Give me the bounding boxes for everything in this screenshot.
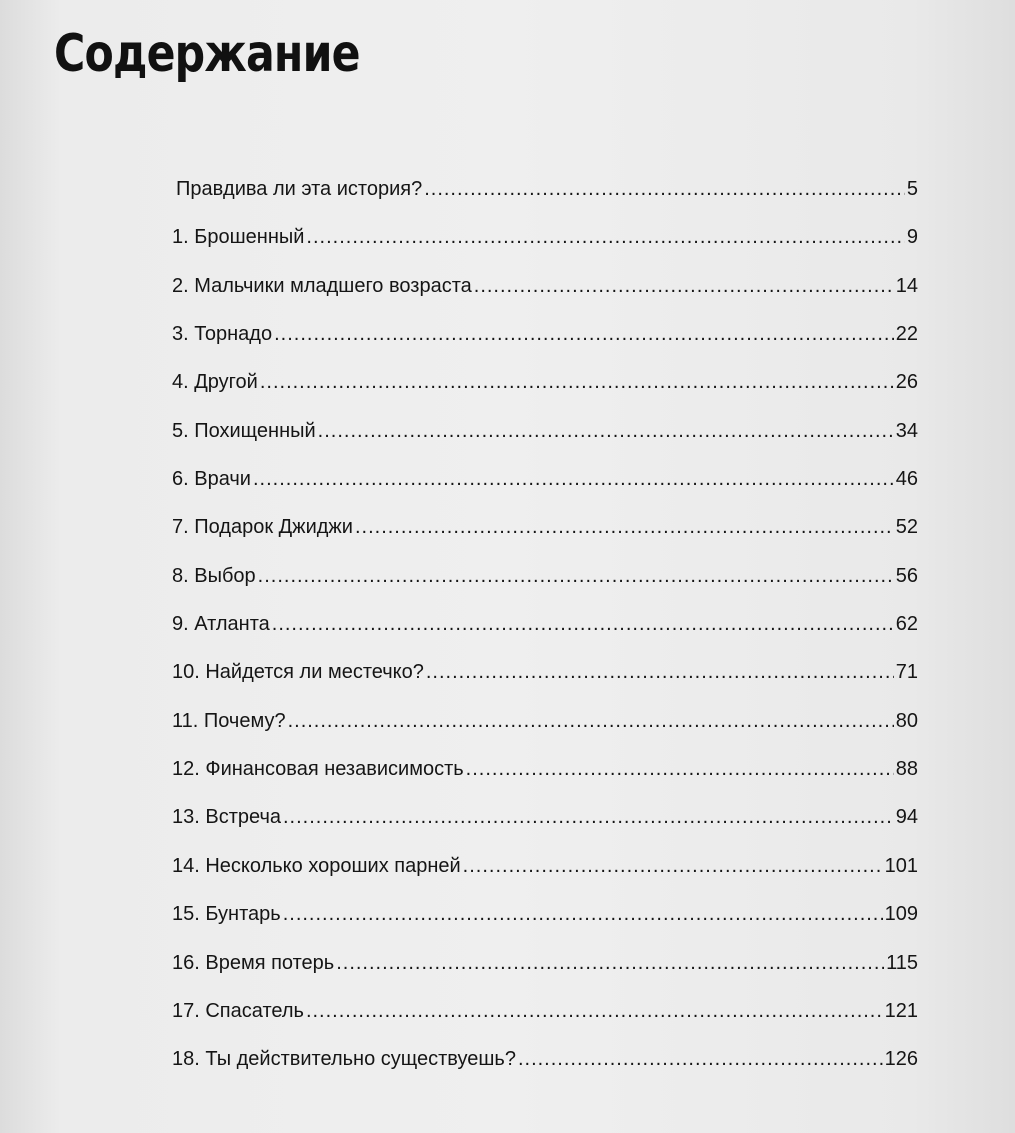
toc-entry-page: 109 bbox=[884, 903, 918, 926]
toc-entry-title: 8. Выбор bbox=[172, 564, 256, 587]
toc-entry-page: 9 bbox=[906, 226, 918, 249]
toc-entry-title: 9. Атланта bbox=[172, 613, 270, 636]
dot-leader bbox=[258, 561, 894, 591]
toc-entry-page: 14 bbox=[895, 274, 918, 297]
toc-entry-title: 17. Спасатель bbox=[172, 999, 304, 1022]
dot-leader bbox=[274, 319, 894, 349]
toc-entry-page: 101 bbox=[884, 854, 918, 877]
toc-entry bbox=[172, 754, 918, 802]
dot-leader bbox=[474, 271, 894, 301]
toc-entry-page: 5 bbox=[906, 178, 918, 200]
dot-leader bbox=[260, 367, 894, 397]
toc-entry-page: 52 bbox=[895, 516, 918, 539]
toc-entry-title: 1. Брошенный bbox=[172, 226, 305, 249]
dot-leader bbox=[426, 657, 894, 687]
toc-entry-page: 88 bbox=[895, 758, 918, 781]
toc-entry-title: 5. Похищенный bbox=[172, 419, 316, 442]
toc-entry-title: 12. Финансовая независимость bbox=[172, 758, 464, 781]
dot-leader bbox=[306, 996, 883, 1026]
dot-leader bbox=[253, 464, 894, 494]
dot-leader bbox=[355, 512, 894, 542]
dot-leader bbox=[283, 802, 894, 832]
toc-entry-page: 126 bbox=[884, 1048, 918, 1071]
toc-entry-title: 11. Почему? bbox=[172, 709, 286, 732]
dot-leader bbox=[306, 222, 904, 252]
toc-entry bbox=[172, 996, 918, 1044]
toc-entry-title: Правдива ли эта история? bbox=[176, 178, 423, 200]
dot-leader bbox=[283, 899, 883, 929]
toc-entry bbox=[172, 609, 918, 657]
toc-entry-title: 15. Бунтарь bbox=[172, 903, 281, 926]
toc-entry-page: 71 bbox=[895, 661, 918, 684]
toc-entry bbox=[172, 802, 918, 850]
toc-entry-title: 6. Врачи bbox=[172, 468, 251, 491]
page-title: Содержание bbox=[54, 24, 360, 84]
toc-entry bbox=[172, 706, 918, 754]
toc-entry-page: 94 bbox=[895, 806, 918, 829]
toc-entry bbox=[172, 271, 918, 319]
toc-entry bbox=[176, 174, 918, 222]
toc-entry bbox=[172, 1044, 918, 1092]
toc-entry bbox=[172, 851, 918, 899]
dot-leader bbox=[518, 1044, 883, 1074]
toc-entry bbox=[172, 367, 918, 415]
toc-entry-title: 2. Мальчики младшего возраста bbox=[172, 274, 472, 297]
toc-entry-title: 13. Встреча bbox=[172, 806, 281, 829]
toc-entry bbox=[172, 899, 918, 947]
toc-entry-page: 22 bbox=[895, 323, 918, 346]
dot-leader bbox=[463, 851, 883, 881]
toc-entry bbox=[172, 464, 918, 512]
toc-entry-page: 34 bbox=[895, 419, 918, 442]
toc-entry-title: 14. Несколько хороших парней bbox=[172, 854, 461, 877]
toc-entry bbox=[172, 512, 918, 560]
toc-entry-title: 18. Ты действительно существуешь? bbox=[172, 1048, 516, 1071]
toc-entry-page: 56 bbox=[895, 564, 918, 587]
dot-leader bbox=[336, 948, 884, 978]
toc-entry-page: 62 bbox=[895, 613, 918, 636]
toc-entry-title: 3. Торнадо bbox=[172, 323, 273, 346]
toc-entry bbox=[172, 222, 918, 270]
toc-entry-page: 26 bbox=[895, 371, 918, 394]
dot-leader bbox=[272, 609, 894, 639]
toc-entry-page: 80 bbox=[895, 709, 918, 732]
toc-entry-page: 121 bbox=[884, 999, 918, 1022]
toc-entry-page: 115 bbox=[886, 951, 918, 974]
toc-entry bbox=[172, 657, 918, 705]
dot-leader bbox=[288, 706, 894, 736]
dot-leader bbox=[466, 754, 894, 784]
toc-entry-title: 10. Найдется ли местечко? bbox=[172, 661, 424, 684]
dot-leader bbox=[424, 174, 905, 204]
toc-entry-title: 4. Другой bbox=[172, 371, 258, 394]
toc-entry-page: 46 bbox=[895, 468, 918, 491]
toc-entry bbox=[172, 319, 918, 367]
toc-entry bbox=[172, 561, 918, 609]
toc-entry bbox=[172, 948, 918, 996]
toc-entry-title: 7. Подарок Джиджи bbox=[172, 516, 353, 539]
table-of-contents bbox=[172, 174, 918, 1093]
toc-entry-title: 16. Время потерь bbox=[172, 951, 335, 974]
toc-entry bbox=[172, 416, 918, 464]
dot-leader bbox=[318, 416, 894, 446]
